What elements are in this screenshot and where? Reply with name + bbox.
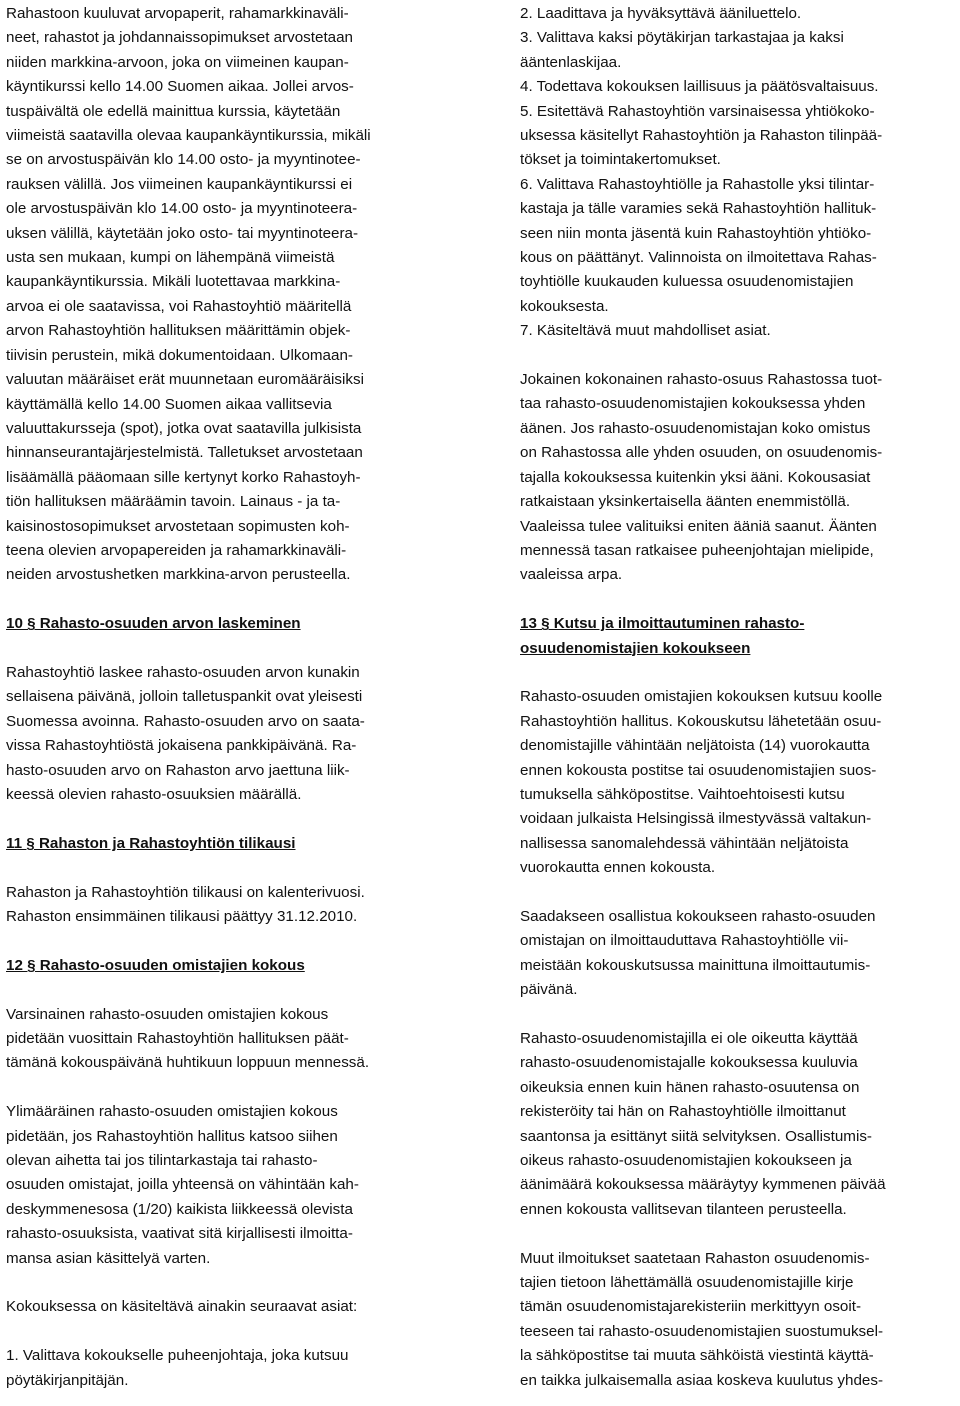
section-10-paragraph: Rahastoyhtiö laskee rahasto-osuuden arvon kunakin sellaisena päivänä, jolloin talletuspankit ovat yleisesti Suomessa avoinna. Rahasto-osuuden arvo on saata- vissa Rahastoyhtiöstä jokaisena pankkipäivänä. Ra- hasto-osuuden arvo on Rahaston arvo jaettuna liik- keessä olevien rahasto-osuuksien määrällä. (6, 663, 365, 803)
section-11-paragraph: Rahaston ja Rahastoyhtiön tilikausi on kalenterivuosi. Rahaston ensimmäinen tilikausi päättyy 31.12.2010. (6, 883, 365, 925)
left-column (6, 0, 444, 1393)
section-13-heading: 13 § Kutsu ja ilmoittautuminen rahasto- osuudenomistajien kokoukseen (520, 615, 805, 657)
section-12-paragraph-ordinary: Varsinainen rahasto-osuuden omistajien kokous pidetään vuosittain Rahastoyhtiön hallituksen päät- tämänä kokouspäivänä huhtikuun loppuun mennessä. (6, 1005, 370, 1072)
section-13-paragraph-registration: Saadakseen osallistua kokoukseen rahasto-osuuden omistajan on ilmoittauduttava Rahastoyhtiölle vii- meistään kokouskutsussa mainittuna ilmoittautumis- päivänä. (520, 907, 876, 999)
section-13-paragraph-rights: Rahasto-osuudenomistajilla ei ole oikeutta käyttää rahasto-osuudenomistajalle kokouksessa kuuluvia oikeuksia ennen kuin hänen rahasto-osuutensa on rekisteröity tai hän on Rahastoyhtiölle ilmoittanut saantonsa ja esittänyt siitä selvityksen. Osallistumis- oikeus rahasto-osuudenomistajien kokoukseen ja äänimäärä kokouksessa määräytyy kymmenen päivää ennen kokousta vallitsevan tilanteen perusteella. (520, 1029, 886, 1218)
valuation-paragraph: Rahastoon kuuluvat arvopaperit, rahamarkkinaväli- neet, rahastot ja johdannaissopimukset arvostetaan niiden markkina-arvoon, joka on viimeinen kaupan- käyntikurssi kello 14.00 Suomen aikaa. Jollei arvos- tuspäivältä ole edellä mainittua kurssia, käytetään viimeistä saatavilla olevaa kaupankäyntikurssia, mikäli se on arvostuspäivän klo 14.00 osto- ja myyntinotee- rauksen välillä. Jos viimeinen kaupankäyntikurssi ei ole arvostuspäivän klo 14.00 osto- ja myyntinoteera- uksen välillä, käytetään joko osto- tai myyntinoteera- usta sen mukaan, kumpi on lähempänä viimeistä kaupankäyntikurssia. Mikäli luotettavaa markkina- arvoa ei ole saatavissa, voi Rahastoyhtiö määritellä arvon Rahastoyhtiön hallituksen määrittämin objek- tiivisin perustein, mikä dokumentoidaan. Ulkomaan- valuutan määräiset erät muunnetaan euromääräisiksi käyttämällä kello 14.00 Suomen aikaa vallitsevia valuuttakursseja (spot), jotka ovat saatavilla julkisista hinnanseurantajärjestelmistä. Talletukset arvostetaan lisäämällä pääomaan sille kertynyt korko Rahastoyh- tiön hallituksen määräämin tavoin. Lainaus - ja ta- kaisinostosopimukset arvostetaan sopimusten koh- teena olevien arvopapereiden ja rahamarkkinaväli- neiden arvostushetken markkina-arvon perusteella. (6, 5, 371, 584)
section-12-agenda-intro: Kokouksessa on käsiteltävä ainakin seuraavat asiat: (6, 1298, 358, 1316)
section-11-heading: 11 § Rahaston ja Rahastoyhtiön tilikausi (6, 834, 296, 852)
section-10-heading: 10 § Rahasto-osuuden arvon laskeminen (6, 615, 301, 633)
right-column (520, 0, 958, 1393)
section-12-heading: 12 § Rahasto-osuuden omistajien kokous (6, 956, 305, 974)
section-13-paragraph-notices: Muut ilmoitukset saatetaan Rahaston osuudenomis- tajien tietoon lähettämällä osuudenomistajille kirje tämän osuudenomistajarekisteriin merkittyyn osoit- teeseen tai rahasto-osuudenomistajien suostumuksel- la sähköpostitse tai muuta sähköistä viestintä käyttä- en taikka julkaisemalla asiaa koskeva kuulutus yhdes- (520, 1249, 884, 1389)
section-12-paragraph-extraordinary: Ylimääräinen rahasto-osuuden omistajien kokous pidetään, jos Rahastoyhtiön hallitus katsoo siihen olevan aihetta tai jos tilintarkastaja tai rahasto- osuuden omistajat, joilla yhteensä on vähintään kah- deskymmenesosa (1/20) kaikista liikkeessä olevista rahasto-osuuksista, vaativat sitä kirjallisesti ilmoitta- mansa asian käsittelyä varten. (6, 1103, 359, 1267)
votes-paragraph: Jokainen kokonainen rahasto-osuus Rahastossa tuot- taa rahasto-osuudenomistajien kokouksessa yhden äänen. Jos rahasto-osuudenomistajan koko omistus on Rahastossa alle yhden osuuden, on osuudenomis- tajalla kokouksessa kuitenkin yksi ääni. Kokousasiat ratkaistaan yksinkertaisella äänten enemmistöllä. Vaaleissa tulee valituiksi eniten ääniä saanut. Äänten mennessä tasan ratkaisee puheenjohtajan mielipide, vaaleissa arpa. (520, 371, 883, 584)
agenda-list: 2. Laadittava ja hyväksyttävä ääniluettelo. 3. Valittava kaksi pöytäkirjan tarkastajaa ja kaksi ääntenlaskijaa. 4. Todettava kokouksen laillisuus ja päätösvaltaisuus. 5. Esitettävä Rahastoyhtiön varsinaisessa yhtiökoko- uksessa käsitellyt Rahastoyhtiön ja Rahaston tilinpää- tökset ja toimintakertomukset. 6. Valittava Rahastoyhtiölle ja Rahastolle yksi tilintar- kastaja ja tälle varamies sekä Rahastoyhtiön hallituk- seen niin monta jäsentä kuin Rahastoyhtiön yhtiöko- kous on päättänyt. Valinnoista on ilmoitettava Rahas- toyhtiölle kuukauden kuluessa osuudenomistajien kokouksesta. 7. Käsiteltävä muut mahdolliset asiat. (520, 5, 883, 340)
agenda-item-1: 1. Valittava kokoukselle puheenjohtaja, joka kutsuu pöytäkirjanpitäjän. (6, 1347, 349, 1389)
section-13-paragraph-invitation: Rahasto-osuuden omistajien kokouksen kutsuu koolle Rahastoyhtiön hallitus. Kokouskutsu lähetetään osuu- denomistajille vähintään neljätoista (14) vuorokautta ennen kokousta postitse tai osuudenomistajien suos- tumuksella sähköpostitse. Vaihtoehtoisesti kutsu voidaan julkaista Helsingissä ilmestyvässä valtakun- nallisessa sanomalehdessä vähintään neljätoista vuorokautta ennen kokousta. (520, 688, 883, 877)
